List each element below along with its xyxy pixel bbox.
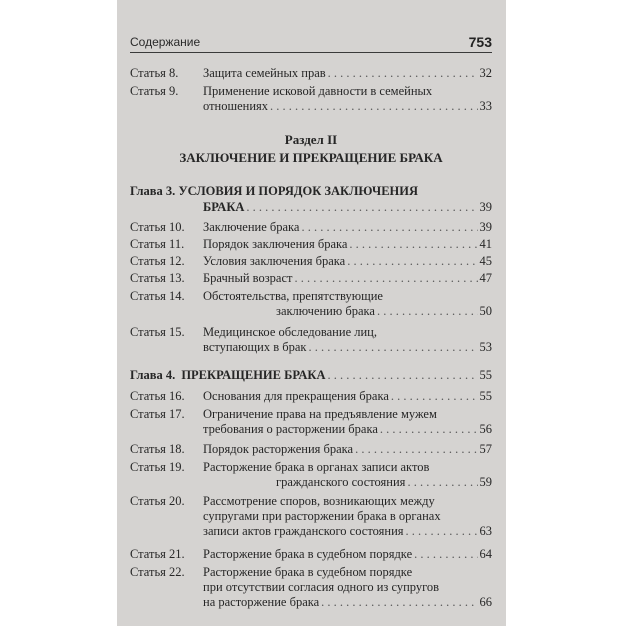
dot-leader [301,220,477,235]
article-label: Статья 18. [130,442,185,456]
dot-leader [328,367,478,383]
article-title: Заключение брака [203,220,300,234]
dot-leader [321,595,477,610]
chapter-heading [130,367,492,383]
dot-leader [294,271,477,286]
article-title: Обстоятельства, препятствующие [203,289,383,303]
dot-leader [246,199,477,215]
dot-leader [406,524,478,539]
page-ref: 57 [479,442,492,456]
page-ref: 33 [479,99,492,113]
article-title-cont: вступающих в брак [203,340,307,354]
page-ref: 50 [479,304,492,318]
header-title: Содержание [130,35,201,49]
article-label: Статья 15. [130,325,185,339]
dot-leader [391,389,478,404]
section-number: Раздел II [284,132,338,147]
article-label: Статья 16. [130,389,185,403]
article-title: Условия заключения брака [203,254,346,268]
chapter-heading [130,183,492,215]
page-ref: 45 [479,254,492,268]
article-label: Статья 17. [130,407,185,421]
article-title-cont: заключению брака [276,304,375,318]
dot-leader [328,66,478,81]
header-page-number: 753 [468,34,492,50]
article-title-cont: требования о расторжении брака [203,422,378,436]
page-ref: 39 [479,200,492,214]
dot-leader [308,340,477,355]
article-label: Статья 11. [130,237,185,251]
dot-leader [270,99,477,114]
article-label: Статья 13. [130,271,185,285]
article-title: Применение исковой давности в семейных [203,84,433,98]
chapter-label: Глава 3. [130,184,176,198]
dot-leader [407,475,477,490]
page-ref: 53 [479,340,492,354]
page-ref: 66 [479,595,492,609]
page-ref: 56 [479,422,492,436]
article-title-cont: при отсутствии согласия одного из супругов [203,580,440,594]
article-label: Статья 12. [130,254,185,268]
book-page [117,0,506,626]
dot-leader [355,442,477,457]
page-ref: 55 [479,368,492,382]
article-title: Ограничение права на предъявление мужем [203,407,437,421]
article-title: Порядок расторжения брака [203,442,354,456]
page-ref: 59 [479,475,492,489]
chapter-title: УСЛОВИЯ И ПОРЯДОК ЗАКЛЮЧЕНИЯ [178,184,419,198]
article-label: Статья 20. [130,494,185,508]
article-label: Статья 21. [130,547,185,561]
article-title-cont: на расторжение брака [203,595,320,609]
page-ref: 39 [479,220,492,234]
article-title-cont: записи актов гражданского состояния [203,524,404,538]
page-ref: 47 [479,271,492,285]
section-title: ЗАКЛЮЧЕНИЕ И ПРЕКРАЩЕНИЕ БРАКА [179,150,443,165]
article-title-cont: супругами при расторжении брака в органах [203,509,441,523]
article-title: Медицинское обследование лиц, [203,325,377,339]
article-title: Порядок заключения брака [203,237,348,251]
dot-leader [377,304,478,319]
chapter-label: Глава 4. [130,368,176,382]
dot-leader [380,422,478,437]
page-ref: 32 [479,66,492,80]
page-ref: 55 [479,389,492,403]
dot-leader [347,254,477,269]
page-ref: 41 [479,237,492,251]
article-label: Статья 9. [130,84,179,98]
article-title: Расторжение брака в судебном порядке [203,565,413,579]
article-label: Статья 14. [130,289,185,303]
article-title-cont: отношениях [203,99,269,113]
article-title-cont: гражданского состояния [276,475,406,489]
page-ref: 64 [479,547,492,561]
article-label: Статья 10. [130,220,185,234]
article-title: Защита семейных прав [203,66,326,80]
article-label: Статья 22. [130,565,185,579]
article-label: Статья 19. [130,460,185,474]
dot-leader [349,237,477,252]
article-title: Основания для прекращения брака [203,389,389,403]
article-title: Брачный возраст [203,271,293,285]
article-title: Рассмотрение споров, возникающих между [203,494,435,508]
running-header [130,30,492,53]
article-title: Расторжение брака в судебном порядке [203,547,413,561]
chapter-title-cont: БРАКА [203,200,245,214]
article-label: Статья 8. [130,66,179,80]
chapter-title: ПРЕКРАЩЕНИЕ БРАКА [181,368,326,382]
page-ref: 63 [479,524,492,538]
dot-leader [414,547,477,562]
article-title: Расторжение брака в органах записи актов [203,460,430,474]
